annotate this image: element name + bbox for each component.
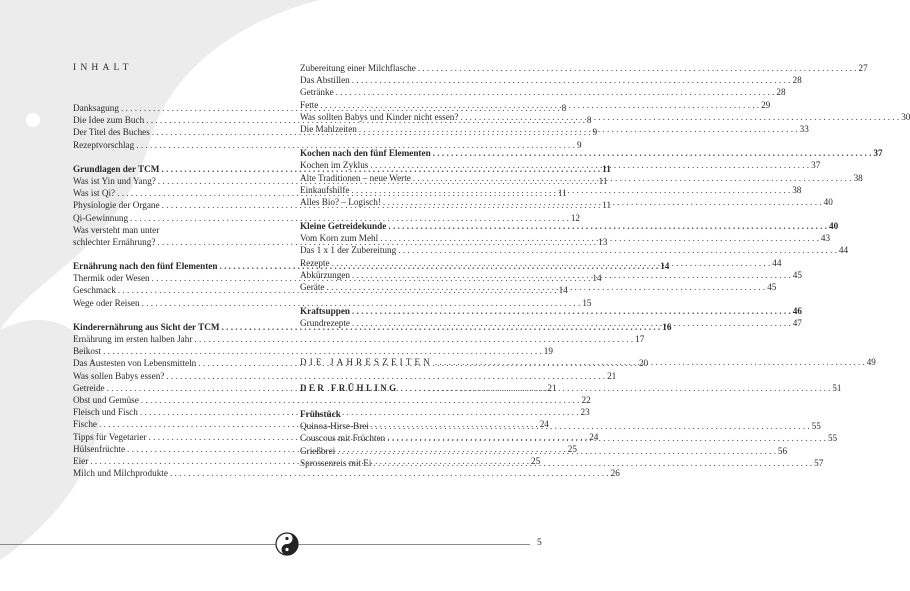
- toc-entry[interactable]: Das Abstillen . . . 28: [300, 74, 504, 86]
- toc-entry[interactable]: Sprossenreis mit Ei . . . 57: [300, 457, 504, 469]
- footer-rule: [0, 544, 530, 545]
- toc-entry[interactable]: Fette . . . 29: [300, 99, 504, 111]
- toc-entry[interactable]: Thermik oder Wesen . . . 14: [73, 272, 277, 284]
- yin-yang-icon: [275, 532, 299, 556]
- toc-entry[interactable]: Milch und Milchprodukte . . . 26: [73, 467, 277, 479]
- toc-entry[interactable]: Eier . . . 25: [73, 455, 277, 467]
- toc-entry[interactable]: Hülsenfrüchte . . . 25: [73, 443, 277, 455]
- toc-entry[interactable]: Danksagung . . . 8: [73, 102, 277, 114]
- toc-entry[interactable]: Vom Korn zum Mehl . . . 43: [300, 232, 504, 244]
- toc-section-heading[interactable]: Kochen nach den fünf Elementen . . . 37: [300, 147, 504, 159]
- toc-entry[interactable]: Quinoa-Hirse-Brei . . . 55: [300, 420, 504, 432]
- toc-entry[interactable]: Obst und Gemüse . . . 22: [73, 394, 277, 406]
- toc-entry[interactable]: Fische . . . 24: [73, 418, 277, 430]
- toc-entry[interactable]: Tipps für Vegetarier . . . 24: [73, 431, 277, 443]
- toc-entry[interactable]: Geschmack . . . 14: [73, 284, 277, 296]
- toc-section-heading[interactable]: Kleine Getreidekunde . . . 40: [300, 220, 504, 232]
- toc-entry[interactable]: Getreide . . . 21: [73, 382, 277, 394]
- toc-entry[interactable]: Einkaufshilfe . . . 38: [300, 184, 504, 196]
- page-number: 5: [537, 538, 542, 548]
- toc-entry[interactable]: Getränke . . . 28: [300, 86, 504, 98]
- toc-entry[interactable]: Das 1 x 1 der Zubereitung . . . 44: [300, 244, 504, 256]
- toc-entry[interactable]: Qi-Gewinnung . . . 12: [73, 212, 277, 224]
- toc-entry[interactable]: Die Mahlzeiten . . . 33: [300, 123, 504, 135]
- toc-part-heading[interactable]: DIE JAHRESZEITEN . . . 49: [300, 356, 504, 368]
- toc-section-heading[interactable]: Ernährung nach den fünf Elementen . . . 14: [73, 260, 277, 272]
- toc-entry[interactable]: Wege oder Reisen . . . 15: [73, 297, 277, 309]
- toc-entry[interactable]: Beikost . . . 19: [73, 345, 277, 357]
- toc-entry[interactable]: Der Titel des Buches . . . 9: [73, 126, 277, 138]
- toc-entry[interactable]: Rezepte . . . 44: [300, 257, 504, 269]
- toc-entry[interactable]: Was ist Qi? . . . 11: [73, 187, 277, 199]
- toc-entry[interactable]: Grundrezepte . . . 47: [300, 317, 504, 329]
- toc-entry[interactable]: Was sollen Babys essen? . . . 21: [73, 370, 277, 382]
- toc-entry[interactable]: Was sollten Babys und Kinder nicht essen? . . . 30: [300, 111, 504, 123]
- toc-entry[interactable]: Was ist Yin und Yang? . . . 11: [73, 175, 277, 187]
- toc-entry[interactable]: Die Idee zum Buch . . . 8: [73, 114, 277, 126]
- toc-entry[interactable]: Fleisch und Fisch . . . 23: [73, 406, 277, 418]
- toc-section-heading[interactable]: Kraftsuppen . . . 46: [300, 305, 504, 317]
- toc-entry[interactable]: schlechter Ernährung? . . . 13: [73, 236, 277, 248]
- toc-section-heading[interactable]: Kinderernährung aus Sicht der TCM . . . 16: [73, 321, 277, 333]
- toc-section-heading[interactable]: Grundlagen der TCM . . . 11: [73, 163, 277, 175]
- toc-entry[interactable]: Was versteht man unter: [73, 224, 160, 235]
- toc-entry[interactable]: Alte Traditionen – neue Werte . . . 38: [300, 172, 504, 184]
- toc-entry[interactable]: Geräte . . . 45: [300, 281, 504, 293]
- toc-title: INHALT: [73, 63, 133, 73]
- toc-entry[interactable]: Kochen im Zyklus . . . 37: [300, 159, 504, 171]
- toc-entry[interactable]: Alles Bio? – Logisch! . . . 40: [300, 196, 504, 208]
- toc-season-heading[interactable]: DER FRÜHLING . . . 51: [300, 382, 504, 394]
- toc-entry[interactable]: Grießbrei . . . 56: [300, 445, 504, 457]
- toc-entry[interactable]: Das Austesten von Lebensmitteln . . . 20: [73, 357, 277, 369]
- toc-entry[interactable]: Ernährung im ersten halben Jahr . . . 17: [73, 333, 277, 345]
- toc-entry[interactable]: Abkürzungen . . . 45: [300, 269, 504, 281]
- toc-entry[interactable]: Zubereitung einer Milchflasche . . . 27: [300, 62, 504, 74]
- toc-entry[interactable]: Rezeptvorschlag . . . 9: [73, 139, 277, 151]
- toc-entry[interactable]: Couscous mit Früchten . . . 55: [300, 432, 504, 444]
- toc-entry[interactable]: Physiologie der Organe . . . 11: [73, 199, 277, 211]
- toc-subsection-heading[interactable]: Frühstück: [300, 408, 341, 419]
